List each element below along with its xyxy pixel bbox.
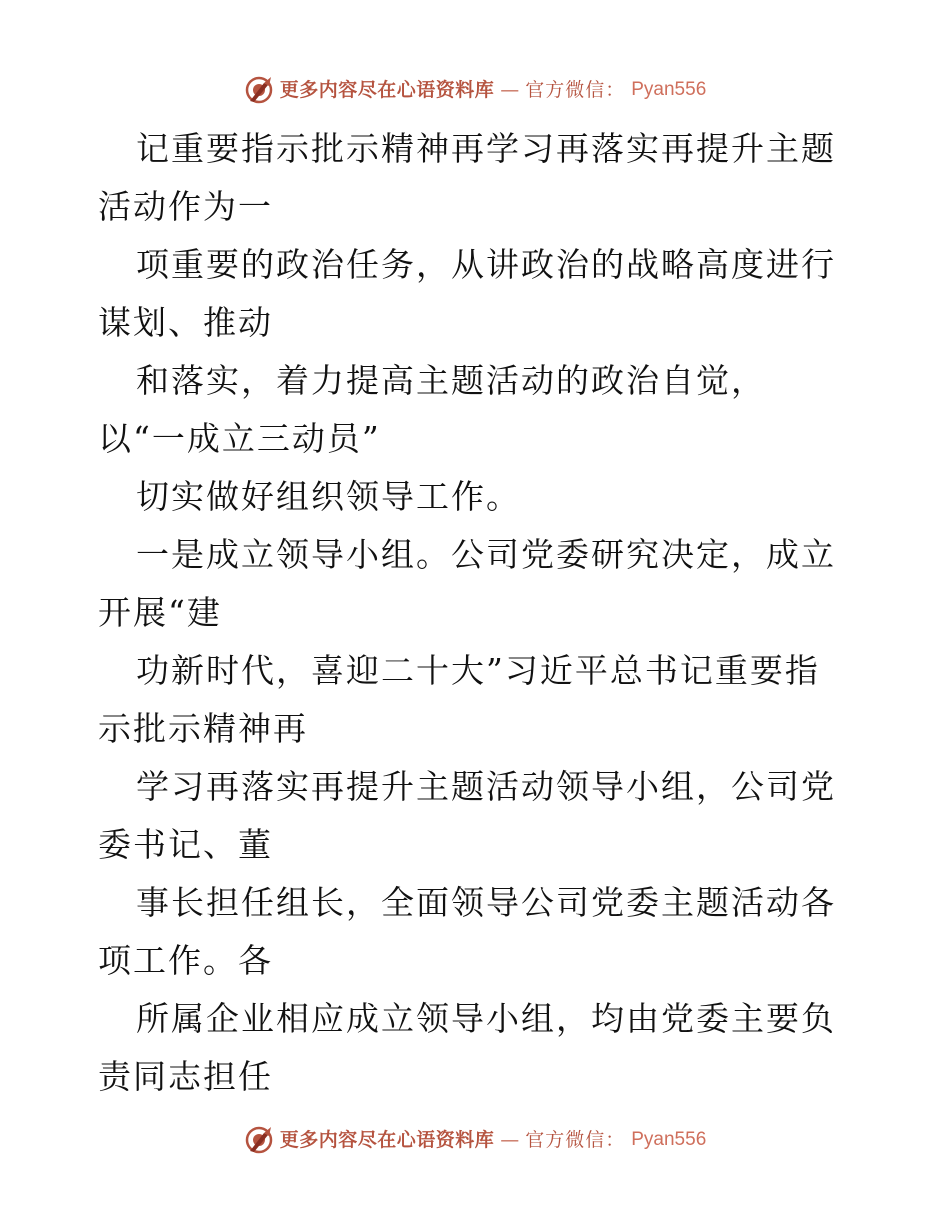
paragraph: 学习再落实再提升主题活动领导小组，公司党委书记、董: [98, 767, 836, 864]
banner-account: Pyan556: [631, 79, 707, 100]
paragraph: 项重要的政治任务，从讲政治的战略高度进行谋划、推动: [98, 245, 836, 342]
footer-subtitle: 官方微信：: [525, 1129, 626, 1151]
paragraph: 一是成立领导小组。公司党委研究决定，成立开展“建: [98, 535, 836, 632]
footer-title: 更多内容尽在心语资料库: [279, 1129, 495, 1151]
banner-separator: —: [500, 79, 520, 101]
paragraph: 事长担任组长，全面领导公司党委主题活动各项工作。各: [98, 883, 836, 980]
banner-title: 更多内容尽在心语资料库: [279, 79, 495, 101]
paragraph: 功新时代，喜迎二十大”习近平总书记重要指示批示精神再: [98, 651, 820, 748]
footer-separator: —: [500, 1129, 520, 1151]
footer-account: Pyan556: [631, 1129, 707, 1150]
paragraph: 所属企业相应成立领导小组，均由党委主要负责同志担任: [98, 999, 836, 1096]
header-banner: [0, 70, 950, 110]
footer-banner: [0, 1120, 950, 1160]
paragraph: 记重要指示批示精神再学习再落实再提升主题活动作为一: [98, 129, 836, 226]
banner-subtitle: 官方微信：: [525, 79, 626, 101]
paragraph: 和落实，着力提高主题活动的政治自觉，以“一成立三动员”: [98, 361, 766, 458]
quill-circle-icon: [244, 75, 274, 105]
paragraph: 切实做好组织领导工作。: [136, 477, 521, 516]
quill-circle-icon: [244, 1125, 274, 1155]
document-body: [98, 120, 850, 1106]
